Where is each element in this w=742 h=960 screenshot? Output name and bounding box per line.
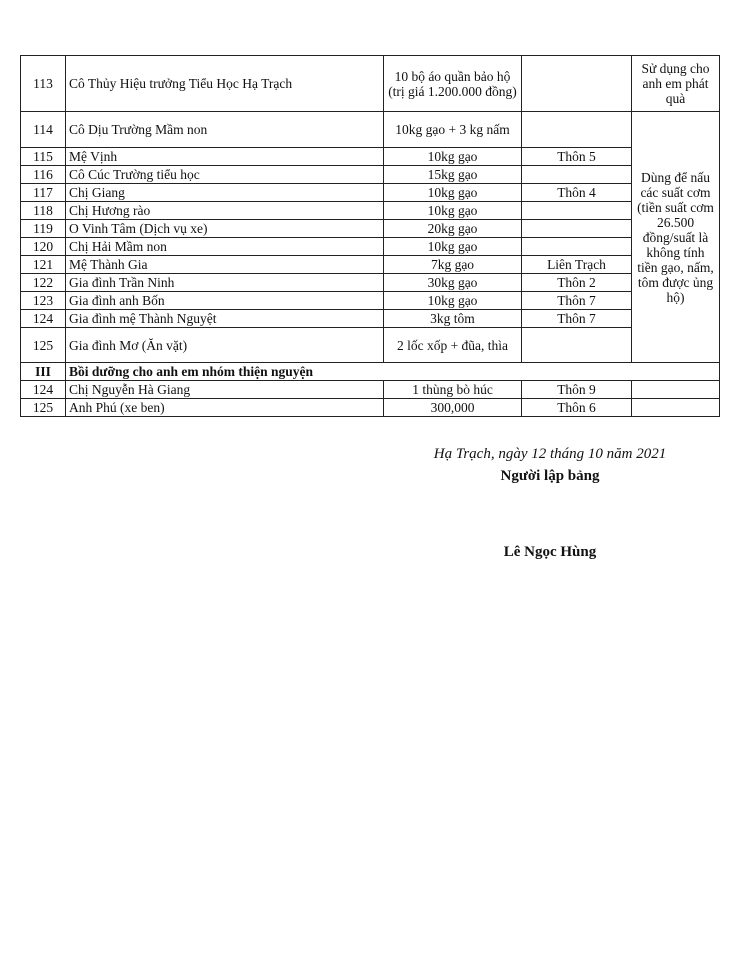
row-number: 122 (21, 274, 66, 292)
donation-item: 7kg gạo (384, 256, 522, 274)
table-row (21, 56, 720, 112)
row-number: 120 (21, 238, 66, 256)
table-row (21, 399, 720, 417)
donation-item: 10 bộ áo quần bảo hộ (trị giá 1.200.000 đồng) (384, 56, 522, 112)
donor-name: Cô Cúc Trường tiểu học (66, 166, 384, 184)
donation-item: 10kg gạo (384, 184, 522, 202)
table-row (21, 292, 720, 310)
donor-location: Thôn 5 (522, 148, 632, 166)
row-number: 119 (21, 220, 66, 238)
section-header-row (21, 363, 720, 381)
donor-name: Chị Giang (66, 184, 384, 202)
donor-location: Thôn 6 (522, 399, 632, 417)
table-row (21, 148, 720, 166)
donor-name: Gia đình Trần Ninh (66, 274, 384, 292)
donor-name: Gia đình mệ Thành Nguyệt (66, 310, 384, 328)
donation-item: 10kg gạo (384, 238, 522, 256)
table-row (21, 381, 720, 399)
donor-location (522, 238, 632, 256)
preparer-name: Lê Ngọc Hùng (503, 544, 597, 560)
donor-name: Chị Hương rào (66, 202, 384, 220)
donor-name: Mệ Vịnh (66, 148, 384, 166)
donor-name: O Vinh Tâm (Dịch vụ xe) (66, 220, 384, 238)
donor-location (522, 220, 632, 238)
usage-note: Sử dụng cho anh em phát quà (632, 56, 720, 112)
section-title: Bồi dưỡng cho anh em nhóm thiện nguyện (66, 363, 720, 381)
table-row (21, 184, 720, 202)
table-row (21, 238, 720, 256)
donor-name: Gia đình Mơ (Ăn vặt) (66, 328, 384, 363)
donation-item: 1 thùng bò húc (384, 381, 522, 399)
donor-location (522, 56, 632, 112)
donor-location (522, 166, 632, 184)
table-row (21, 328, 720, 363)
row-number: 114 (21, 112, 66, 148)
donation-item: 30kg gạo (384, 274, 522, 292)
donor-location (522, 112, 632, 148)
row-number: 116 (21, 166, 66, 184)
donation-item: 20kg gạo (384, 220, 522, 238)
donation-item: 300,000 (384, 399, 522, 417)
donor-name: Mệ Thành Gia (66, 256, 384, 274)
donor-location (522, 202, 632, 220)
section-number: III (21, 363, 66, 381)
row-number: 121 (21, 256, 66, 274)
donor-location (522, 328, 632, 363)
donation-item: 10kg gạo (384, 148, 522, 166)
donor-name: Cô Dịu Trường Mầm non (66, 112, 384, 148)
row-number: 124 (21, 381, 66, 399)
donation-item: 15kg gạo (384, 166, 522, 184)
donor-name: Anh Phú (xe ben) (66, 399, 384, 417)
row-number: 124 (21, 310, 66, 328)
donor-location: Thôn 7 (522, 310, 632, 328)
row-number: 123 (21, 292, 66, 310)
table-row (21, 274, 720, 292)
row-number: 113 (21, 56, 66, 112)
table-row (21, 256, 720, 274)
row-number: 125 (21, 328, 66, 363)
row-number: 125 (21, 399, 66, 417)
donor-name: Chị Hải Mầm non (66, 238, 384, 256)
donor-location: Thôn 4 (522, 184, 632, 202)
row-number: 117 (21, 184, 66, 202)
donation-item: 10kg gạo (384, 202, 522, 220)
table-row (21, 202, 720, 220)
table-row (21, 220, 720, 238)
donor-location: Thôn 7 (522, 292, 632, 310)
usage-note (632, 399, 720, 417)
table-row (21, 112, 720, 148)
signature-date: Hạ Trạch, ngày 12 tháng 10 năm 2021 (433, 446, 667, 462)
donor-location: Thôn 9 (522, 381, 632, 399)
donation-item: 10kg gạo + 3 kg nấm (384, 112, 522, 148)
donor-name: Gia đình anh Bốn (66, 292, 384, 310)
table-row (21, 310, 720, 328)
preparer-title: Người lập bảng (500, 468, 600, 484)
donation-item: 3kg tôm (384, 310, 522, 328)
table-row (21, 166, 720, 184)
donation-table (20, 55, 720, 417)
row-number: 115 (21, 148, 66, 166)
donation-item: 2 lốc xốp + đũa, thìa (384, 328, 522, 363)
donor-location: Thôn 2 (522, 274, 632, 292)
donor-name: Chị Nguyễn Hà Giang (66, 381, 384, 399)
merged-usage-note: Dùng để nấu các suất cơm (tiền suất cơm 26.500 đồng/suất là không tính tiền gạo, nấm, tôm được ủng hộ) (632, 112, 720, 363)
row-number: 118 (21, 202, 66, 220)
donor-name: Cô Thủy Hiệu trưởng Tiểu Học Hạ Trạch (66, 56, 384, 112)
donor-location: Liên Trạch (522, 256, 632, 274)
usage-note (632, 381, 720, 399)
donation-item: 10kg gạo (384, 292, 522, 310)
